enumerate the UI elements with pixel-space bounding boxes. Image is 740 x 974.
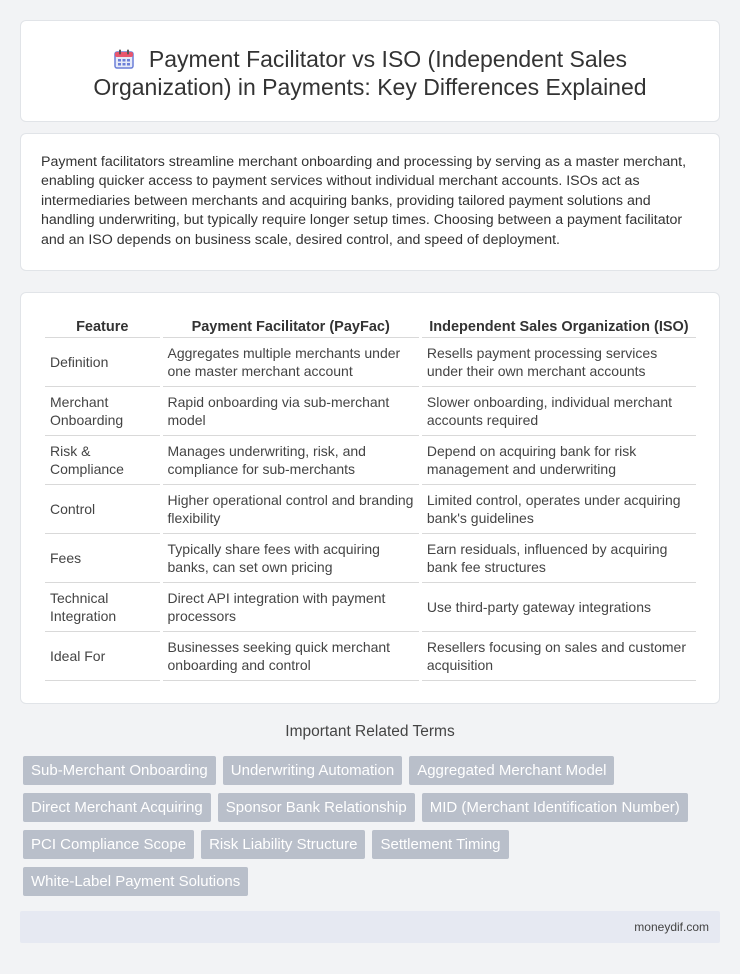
header-feature: Feature: [45, 314, 160, 338]
related-term-tag[interactable]: White-Label Payment Solutions: [23, 867, 248, 896]
related-term-tag[interactable]: Aggregated Merchant Model: [409, 756, 614, 785]
row-iso: Earn residuals, influenced by acquiring bank fee structures: [422, 534, 696, 583]
related-term-tag[interactable]: Underwriting Automation: [223, 756, 402, 785]
table-header-row: [45, 314, 696, 338]
related-term-tag[interactable]: PCI Compliance Scope: [23, 830, 194, 859]
row-payfac: Typically share fees with acquiring banks, can set own pricing: [163, 534, 419, 583]
related-term-tag[interactable]: Risk Liability Structure: [201, 830, 365, 859]
title-card: [20, 20, 720, 122]
comparison-table-card: [20, 292, 720, 704]
page-title-text: Payment Facilitator vs ISO (Independent Sales Organization) in Payments: Key Differences Explained: [93, 46, 647, 100]
row-feature: Ideal For: [45, 632, 160, 681]
row-payfac: Businesses seeking quick merchant onboarding and control: [163, 632, 419, 681]
row-iso: Limited control, operates under acquiring bank's guidelines: [422, 485, 696, 534]
row-feature: Merchant Onboarding: [45, 387, 160, 436]
row-payfac: Aggregates multiple merchants under one master merchant account: [163, 338, 419, 387]
intro-paragraph: Payment facilitators streamline merchant onboarding and processing by serving as a master merchant, enabling quicker access to payment services without individual merchant accounts. ISOs act as intermediaries between merchants and acquiring banks, providing tailored payment solutions and handling underwriting, but typically require longer setup times. Choosing between a payment facilitator and an ISO depends on business scale, desired control, and speed of deployment.: [41, 154, 687, 248]
table-row: [45, 583, 696, 632]
title-row: [21, 21, 719, 101]
related-term-tag[interactable]: Direct Merchant Acquiring: [23, 793, 211, 822]
related-term-tag[interactable]: Sponsor Bank Relationship: [218, 793, 415, 822]
row-feature: Definition: [45, 338, 160, 387]
row-payfac: Direct API integration with payment processors: [163, 583, 419, 632]
table-row: [45, 436, 696, 485]
related-term-tag[interactable]: MID (Merchant Identification Number): [422, 793, 688, 822]
table-row: [45, 632, 696, 681]
related-terms-title: Important Related Terms: [285, 723, 455, 740]
row-iso: Use third-party gateway integrations: [422, 583, 696, 632]
related-term-tag[interactable]: Settlement Timing: [372, 830, 508, 859]
footer: [20, 911, 720, 943]
row-payfac: Manages underwriting, risk, and compliance for sub-merchants: [163, 436, 419, 485]
row-iso: Resells payment processing services under their own merchant accounts: [422, 338, 696, 387]
row-payfac: Rapid onboarding via sub-merchant model: [163, 387, 419, 436]
header-iso: Independent Sales Organization (ISO): [422, 314, 696, 338]
comparison-table: [42, 314, 699, 681]
row-feature: Technical Integration: [45, 583, 160, 632]
intro-card: [20, 133, 720, 271]
table-row: [45, 338, 696, 387]
table-row: [45, 534, 696, 583]
row-feature: Fees: [45, 534, 160, 583]
related-terms-list: [23, 756, 703, 896]
related-term-tag[interactable]: Sub-Merchant Onboarding: [23, 756, 216, 785]
footer-site[interactable]: moneydif.com: [634, 920, 709, 934]
table-row: [45, 387, 696, 436]
row-iso: Depend on acquiring bank for risk management and underwriting: [422, 436, 696, 485]
page-title: [51, 45, 689, 101]
row-feature: Control: [45, 485, 160, 534]
row-iso: Slower onboarding, individual merchant accounts required: [422, 387, 696, 436]
table-row: [45, 485, 696, 534]
row-payfac: Higher operational control and branding flexibility: [163, 485, 419, 534]
calendar-icon: [113, 48, 135, 70]
row-feature: Risk & Compliance: [45, 436, 160, 485]
row-iso: Resellers focusing on sales and customer acquisition: [422, 632, 696, 681]
header-payfac: Payment Facilitator (PayFac): [163, 314, 419, 338]
